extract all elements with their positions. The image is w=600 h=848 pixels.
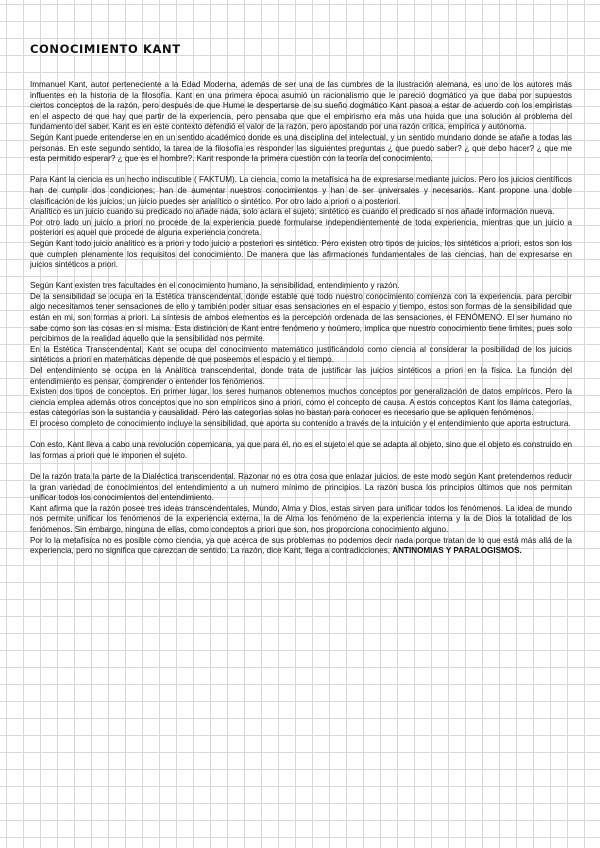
- section-revolucion: [30, 440, 572, 461]
- paragraph: Del entendimiento se ocupa en la Analítica transcendental, donde trata de justificar las juicios sintéticos a priori en la física. La función del entendimiento es pensar, comprender o entender los fenómenos.: [30, 366, 572, 386]
- paragraph: Kant afirma que la razón posee tres ideas transcendentales, Mundo, Alma y Dios, estas sirven para unificar todos los fenómenos. La idea de mundo nos permite unificar los fenómenos de la experiencia externa, la de Alma los fenómeno de la experiencia interna y la de Dios la totalidad de los fenómenos. Sin embargo, ninguna de ellas, como conceptos a priori que son, nos proporciona conocimiento alguno.: [30, 503, 572, 534]
- paragraph: De la sensibilidad se ocupa en la Estética transcendental, donde estable que todo nuestro conocimiento comienza con la experiencia. para percibir algo necesitamos tener sensaciones de ello y también poder situar esas sensaciones en el espacio y tiempo, estos son formas de la sensibilidad que están en mi, son formas a priori. La síntesis de ambos elementos es la percepción ordenada de las sensaciones, el FENÓMENO. El ser humano no sabe como son las cosas en sí misma. Esta distinción de Kant entre fenómeno y noúmero, implica que nuestro conocimiento tiene limites, pues solo percibimos de la realidad aquello que la sensibilidad nos permite.: [30, 291, 572, 344]
- section-facultades: [30, 281, 572, 429]
- closing-emphasis: ANTINOMIAS Y PARALOGISMOS.: [392, 546, 522, 556]
- document-title: CONOCIMIENTO KANT: [30, 42, 181, 56]
- paragraph-gap: [30, 461, 572, 472]
- closing-text: Por lo la metafísica no es posible como ciencia, ya que acerca de sus problemas no podemos decir nada porque tratan de lo que está más allá de la experiencia, pero no significa que carezcan de sentido. La razón, dice Kant, llega a contradicciones,: [30, 535, 572, 556]
- document-page: [30, 42, 572, 557]
- paragraph: Según Kant puede entenderse en en un sentido académico donde es una disciplina del intelectual, y un sentido mundano donde se atañe a todas las personas. En este segundo sentido, la tarea de la filosofía es responder las siguientes preguntas ¿ que puedo saber? ¿ que debo hacer? ¿ que me esta permitido esperar? ¿ que es el hombre?. Kant responde la primera cuestión con la teoría del conocimiento.: [30, 132, 572, 164]
- section-razon: [30, 472, 572, 557]
- paragraph: De la razón trata la parte de la Dialéctica transcendental. Razonar no es otra cosa que enlazar juicios. de este modo según Kant pretendemos reducir la gran variedad de conocimientos del entendimiento a un numero mínimo de principios. La razón busca los principios últimos que nos permitan unificar todos los conocimientos del entendimiento.: [30, 471, 572, 503]
- paragraph: Según Kant todo juicio analítico es a priori y todo juicio a posteriori es sintético. Pero existen otro tipos de juicios, los sintéticos a priori, estos son los que cumplen plenamente los requisitos del conocimiento. De manera que las afirmaciones fundamentales de las ciencias, han de expresarse en juicios sintéticos a priori.: [30, 238, 572, 270]
- section-juicios: [30, 175, 572, 270]
- paragraph-gap: [30, 271, 572, 282]
- paragraph: Existen dos tipos de conceptos. En primer lugar, los seres humanos obtenemos muchos conceptos por generalización de datos empíricos. Pero la ciencia emplea además otros conceptos que no son empíricos sino a priori, como el concepto de causa. A estos conceptos Kant los llama categorías, estas categorías son la sustancia y causalidad. Pero las categorías solas no bastan para conocer es necesario que se apliquen fenómenos.: [30, 387, 572, 418]
- paragraph: El proceso completo de conocimiento incluye la sensibilidad, que aporta su contenido a través de la intuición y el entendimiento que aporta estructura.: [30, 419, 571, 428]
- paragraph: En la Estética Transcendental, Kant se ocupa del conocimiento matemático justificándolo como ciencia al considerar la posibilidad de los juicios sintéticos a priori en matemáticas depende de que poseemos el espacio y el tiempo.: [30, 344, 572, 365]
- paragraph: Immanuel Kant, autor perteneciente a la Edad Moderna, además de ser una de las cumbres de la ilustración alemana, es uno de los autores más influentes en la historia de la filosofía. Kant en una primera época asumió un racionalismo que le pareció dogmático ya que daba por supuestos ciertos conceptos de la razón, pero después de que Hume le despertarse de su sueño dogmático Kant pasoa a estar de acuerdo con los empiristas en el aspecto de que hay que partir de la experiencia, pero pensaba que que el empirismo era más una huida que una solución al problema del fundamento del saber. Kant es en este contexto defendió el valor de la razón, pero apostando por una razón crítica, empírica y autónoma.: [30, 80, 572, 132]
- paragraph: Para Kant la ciencia es un hecho indiscutible ( FAKTUM). La ciencia, como la metafísica ha de expresarse mediante juicios. Pero los juicios científicos han de cumplir dos condiciones; han de aumentar nuestros conocimientos y han de ser universales y necesarios. Kant propone una doble clasificación de los juicios; un juicio puedes ser analítico o sintético. Por otro lado a priori o a posteriori.: [30, 175, 572, 206]
- paragraph: Analítico es un juicio cuando su predicado no añade nada, solo aclara el sujeto; sintético es cuando el predicado si nos añade información nueva.: [30, 207, 555, 217]
- paragraph-gap: [30, 430, 572, 441]
- paragraph-gap: [30, 165, 572, 176]
- section-intro: [30, 80, 572, 165]
- paragraph: Por otro lado un juicio a priori no procede de la experiencia puede formularse independientemente de toda experiencia, mientras que un juicio a posteriori es aquel que procede de alguna experiencia concreta.: [30, 217, 572, 238]
- paragraph: Según Kant existen tres facultades en el conocimiento humano, la sensibilidad, entendimiento y razón.: [30, 281, 400, 291]
- paragraph: Con esto, Kant lleva a cabo una revolución copernicana, ya que para él, no es el sujeto el que se adapta al objeto, sino que el objeto es construido en las formas a priori que le imponen el sujeto.: [30, 440, 572, 460]
- paragraph-closing: [30, 536, 572, 557]
